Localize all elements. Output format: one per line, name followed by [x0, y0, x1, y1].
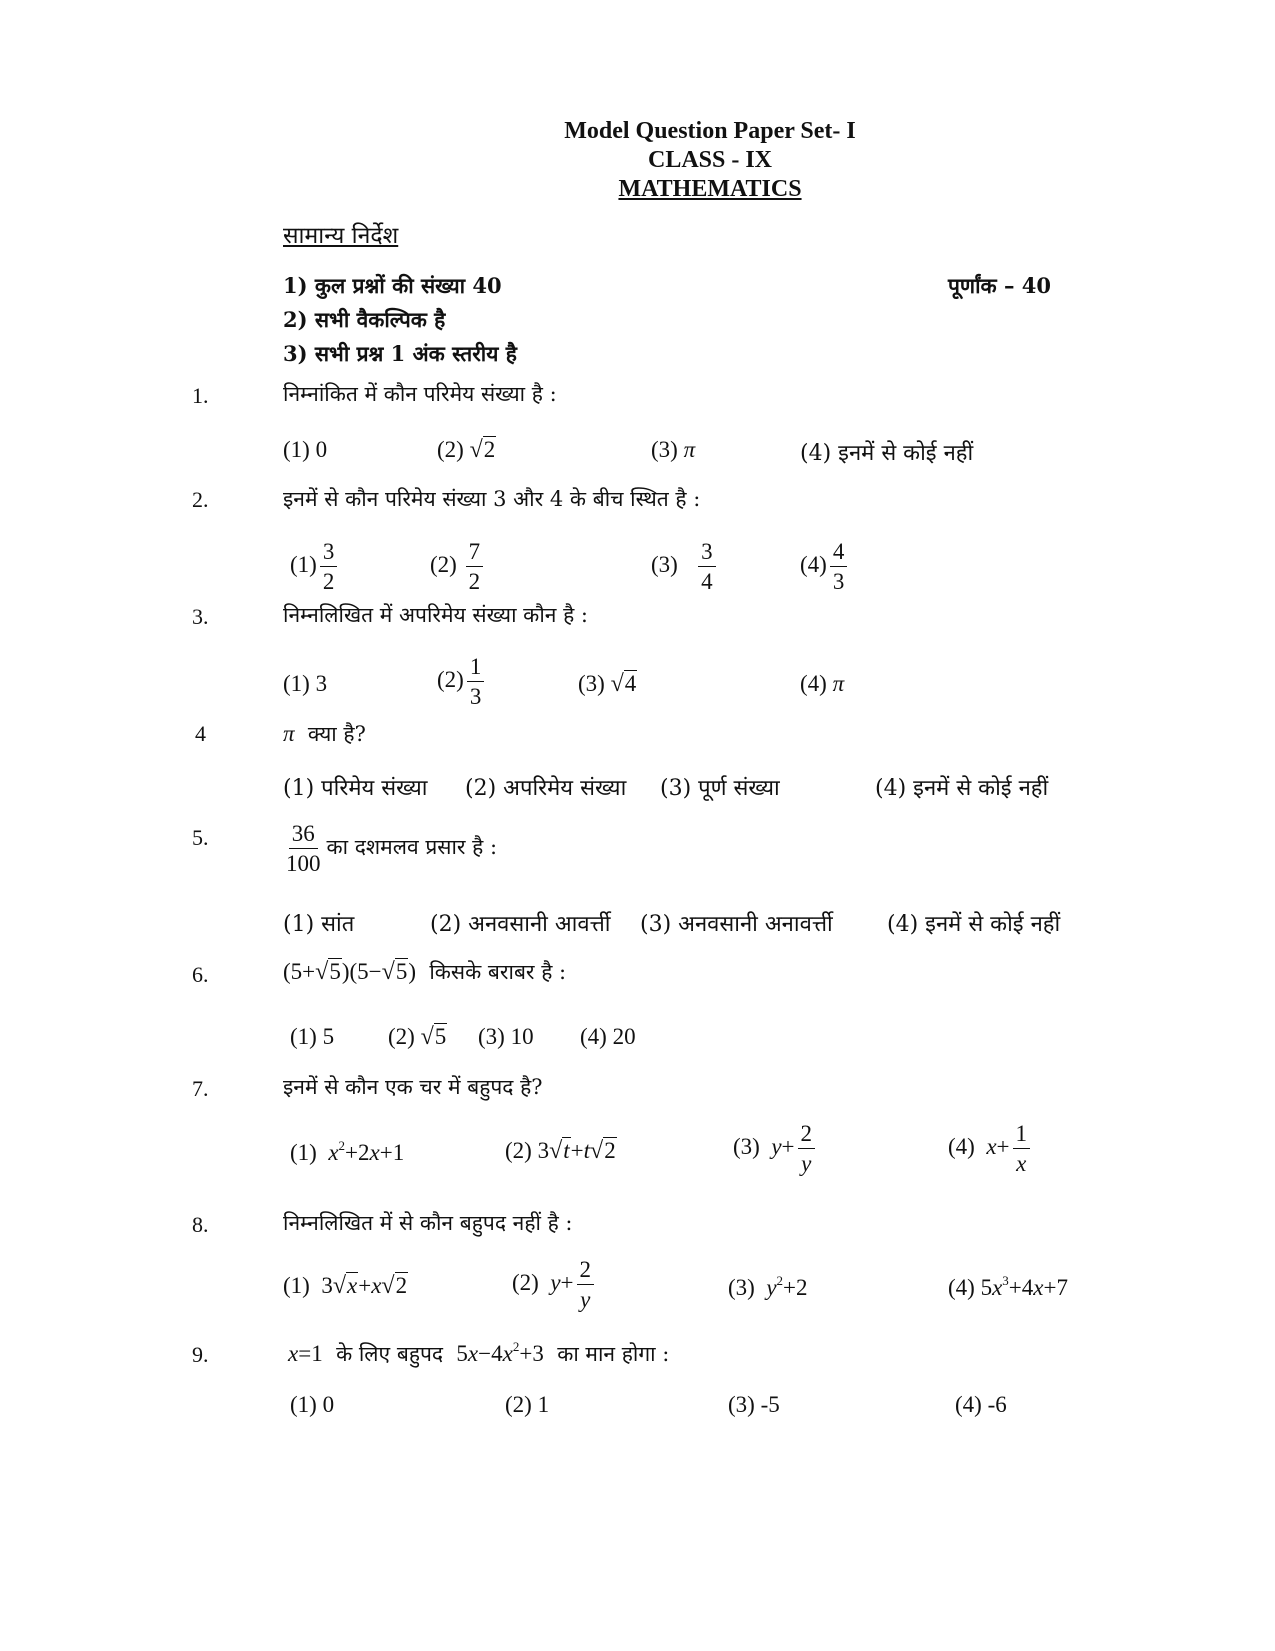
option-4: (4) इनमें से कोई नहीं	[887, 912, 1061, 937]
paper-title: Model Question Paper Set- I	[564, 118, 856, 144]
instructions-heading: सामान्य निर्देश	[283, 223, 399, 249]
question-text: निम्नलिखित में अपरिमेय संख्या कौन है :	[283, 603, 588, 627]
class-label: CLASS - IX	[647, 147, 773, 173]
question-number: 2.	[192, 487, 209, 512]
instruction-3: 3) सभी प्रश्न 1 अंक स्तरीय है	[283, 341, 517, 366]
question-text: π क्या है?	[283, 721, 366, 746]
question-number: 8.	[192, 1212, 209, 1237]
option-2: (2) √2	[437, 437, 496, 463]
question-number: 3.	[192, 604, 209, 629]
option-4: (4) इनमें से कोई नहीं	[875, 776, 1049, 801]
question-number: 4	[195, 721, 206, 746]
question-text: इनमें से कौन परिमेय संख्या 3 और 4 के बीच स्थित है :	[283, 487, 701, 511]
option-2: (2) अपरिमेय संख्या	[465, 776, 627, 801]
full-marks: पूर्णांक – 40	[948, 273, 1052, 298]
option-1: (1) $\frac{3}{2}$	[290, 540, 340, 593]
option-3: (3) पूर्ण संख्या	[660, 776, 780, 801]
question-number: 5.	[192, 825, 209, 850]
option-1: (1) 5	[290, 1024, 335, 1049]
option-3: (3) अनवसानी अनावर्त्ती	[640, 912, 833, 937]
subject-label: MATHEMATICS	[618, 176, 802, 202]
question-number: 7.	[192, 1076, 209, 1101]
question-number: 6.	[192, 962, 209, 987]
option-2: (2) $\frac{7}{2}$	[430, 540, 486, 593]
option-1: (1) 0	[290, 1392, 335, 1417]
option-1: (1) 0	[283, 437, 328, 462]
option-2: (2) √5	[388, 1024, 447, 1050]
option-2: (2) 1	[505, 1392, 550, 1417]
option-2: (2) y+ $\frac{2}{y}$	[512, 1258, 597, 1311]
instruction-1: 1) कुल प्रश्नों की संख्या 40	[283, 273, 502, 298]
option-3: (3) $y^2+2$	[728, 1273, 808, 1300]
option-4: (4) $\frac{4}{3}$	[800, 540, 850, 593]
option-1: (1) $x^2+2x+1$	[290, 1138, 405, 1165]
option-4: (4) 20	[580, 1024, 636, 1049]
question-text: निम्नलिखित में से कौन बहुपद नहीं है :	[283, 1211, 573, 1235]
question-number: 1.	[192, 383, 209, 408]
option-2: (2) $\frac{1}{3}$	[437, 655, 487, 708]
option-3: (3) y+ $\frac{2}{y}$	[733, 1122, 818, 1175]
option-4: (4) π	[800, 671, 845, 696]
question-text: निम्नांकित में कौन परिमेय संख्या है :	[283, 382, 557, 406]
question-text: $\frac{36}{100}$ का दशमलव प्रसार है :	[286, 821, 498, 876]
option-3: (3) √4	[578, 671, 637, 697]
option-2: (2) अनवसानी आवर्त्ती	[430, 912, 611, 937]
option-4: (4) इनमें से कोई नहीं	[800, 441, 974, 466]
option-4: (4) $5x^3+4x+7$	[948, 1273, 1068, 1300]
option-2: (2) 3√t+t√2	[505, 1138, 616, 1164]
option-3: (3) π	[651, 437, 696, 462]
question-text: इनमें से कौन एक चर में बहुपद है?	[283, 1075, 543, 1099]
question-text: x=1 के लिए बहुपद $5x-4x^2+3$ का मान होगा :	[288, 1339, 670, 1366]
option-4: (4) -6	[955, 1392, 1007, 1417]
option-3: (3) 10	[478, 1024, 534, 1049]
option-4: (4) x+ $\frac{1}{x}$	[948, 1122, 1033, 1175]
instruction-2: 2) सभी वैकल्पिक है	[283, 307, 446, 332]
option-1: (1) 3	[283, 671, 328, 696]
option-1: (1) 3√x+x√2	[283, 1273, 408, 1299]
option-3: (3) $\frac{3}{4}$	[651, 540, 719, 593]
question-number: 9.	[192, 1342, 209, 1367]
option-1: (1) परिमेय संख्या	[283, 776, 428, 801]
question-text: (5+√5)(5−√5) किसके बराबर है :	[283, 959, 567, 985]
option-1: (1) सांत	[283, 912, 355, 937]
option-3: (3) -5	[728, 1392, 780, 1417]
